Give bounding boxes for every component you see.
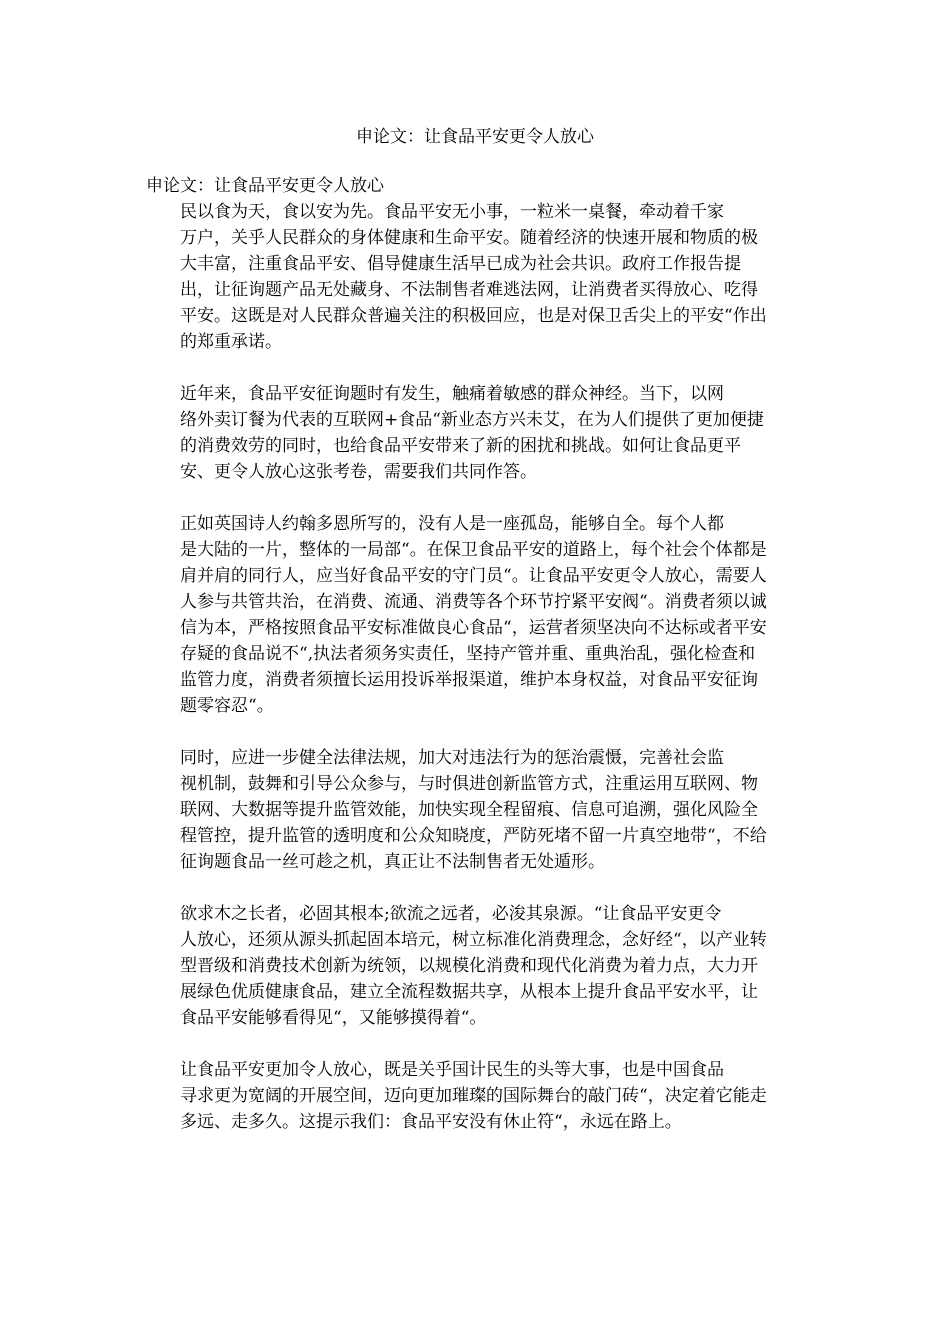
text-line: 人放心，还须从源头抓起固本培元，树立标准化消费理念，念好经“，以产业转 xyxy=(180,930,767,950)
paragraph-3 xyxy=(146,511,806,719)
text-line: 征询题食品一丝可趁之机，真正让不法制售者无处遁形。 xyxy=(180,852,605,872)
text-line: 的郑重承诺。 xyxy=(180,332,282,352)
text-line: 大丰富，注重食品平安、倡导健康生活早已成为社会共识。政府工作报告提 xyxy=(180,254,741,274)
paragraph-1 xyxy=(146,199,806,355)
text-line: 展绿色优质健康食品，建立全流程数据共享，从根本上提升食品平安水平，让 xyxy=(180,982,758,1002)
text-line: 程管控，提升监管的透明度和公众知晓度，严防死堵不留一片真空地带“，不给 xyxy=(180,826,767,846)
text-line: 欲求木之长者，必固其根本;欲流之远者，必浚其泉源。“让食品平安更令 xyxy=(180,904,722,924)
text-line: 联网、大数据等提升监管效能，加快实现全程留痕、信息可追溯，强化风险全 xyxy=(180,800,758,820)
text-line: 食品平安能够看得见“，又能够摸得着“。 xyxy=(180,1008,487,1028)
text-line: 安、更令人放心这张考卷，需要我们共同作答。 xyxy=(180,462,537,482)
text-line: 络外卖订餐为代表的互联网+食品“新业态方兴未艾，在为人们提供了更加便捷 xyxy=(180,410,764,430)
text-line: 出，让征询题产品无处藏身、不法制售者难逃法网，让消费者买得放心、吃得 xyxy=(180,280,758,300)
paragraph-6 xyxy=(146,1057,806,1135)
text-line: 近年来，食品平安征询题时有发生，触痛着敏感的群众神经。当下，以网 xyxy=(180,384,724,404)
paragraph-4 xyxy=(146,745,806,875)
text-line: 信为本，严格按照食品平安标准做良心食品“，运营者须坚决向不达标或者平安 xyxy=(180,618,767,638)
text-line: 平安。这既是对人民群众普遍关注的积极回应，也是对保卫舌尖上的平安“作出 xyxy=(180,306,767,326)
text-line: 的消费效劳的同时，也给食品平安带来了新的困扰和挑战。如何让食品更平 xyxy=(180,436,741,456)
text-line: 正如英国诗人约翰多恩所写的，没有人是一座孤岛，能够自全。每个人都 xyxy=(180,514,724,534)
text-line: 存疑的食品说不“,执法者须务实责任，坚持产管并重、重典治乱，强化检查和 xyxy=(180,644,756,664)
document-subtitle: 申论文：让食品平安更令人放心 xyxy=(146,176,384,196)
text-line: 题零容忍“。 xyxy=(180,696,274,716)
text-line: 是大陆的一片，整体的一局部“。在保卫食品平安的道路上，每个社会个体都是 xyxy=(180,540,767,560)
text-line: 肩并肩的同行人，应当好食品平安的守门员“。让食品平安更令人放心，需要人 xyxy=(180,566,767,586)
text-line: 同时，应进一步健全法律法规，加大对违法行为的惩治震慑，完善社会监 xyxy=(180,748,724,768)
document-title: 申论文：让食品平安更令人放心 xyxy=(356,127,594,147)
paragraph-2 xyxy=(146,381,806,485)
text-line: 寻求更为宽阔的开展空间，迈向更加璀璨的国际舞台的敲门砖“，决定着它能走 xyxy=(180,1086,767,1106)
document-body xyxy=(146,173,806,1161)
text-line: 让食品平安更加令人放心，既是关乎国计民生的头等大事，也是中国食品 xyxy=(180,1060,724,1080)
text-line: 民以食为天，食以安为先。食品平安无小事，一粒米一桌餐，牵动着千家 xyxy=(180,202,724,222)
text-line: 多远、走多久。这提示我们：食品平安没有休止符“，永远在路上。 xyxy=(180,1112,682,1132)
paragraph-5 xyxy=(146,901,806,1031)
text-line: 人参与共管共治，在消费、流通、消费等各个环节拧紧平安阀“。消费者须以诚 xyxy=(180,592,767,612)
text-line: 万户，关乎人民群众的身体健康和生命平安。随着经济的快速开展和物质的极 xyxy=(180,228,758,248)
text-line: 视机制，鼓舞和引导公众参与，与时俱进创新监管方式，注重运用互联网、物 xyxy=(180,774,758,794)
text-line: 监管力度，消费者须擅长运用投诉举报渠道，维护本身权益，对食品平安征询 xyxy=(180,670,758,690)
text-line: 型晋级和消费技术创新为统领，以规模化消费和现代化消费为着力点，大力开 xyxy=(180,956,758,976)
